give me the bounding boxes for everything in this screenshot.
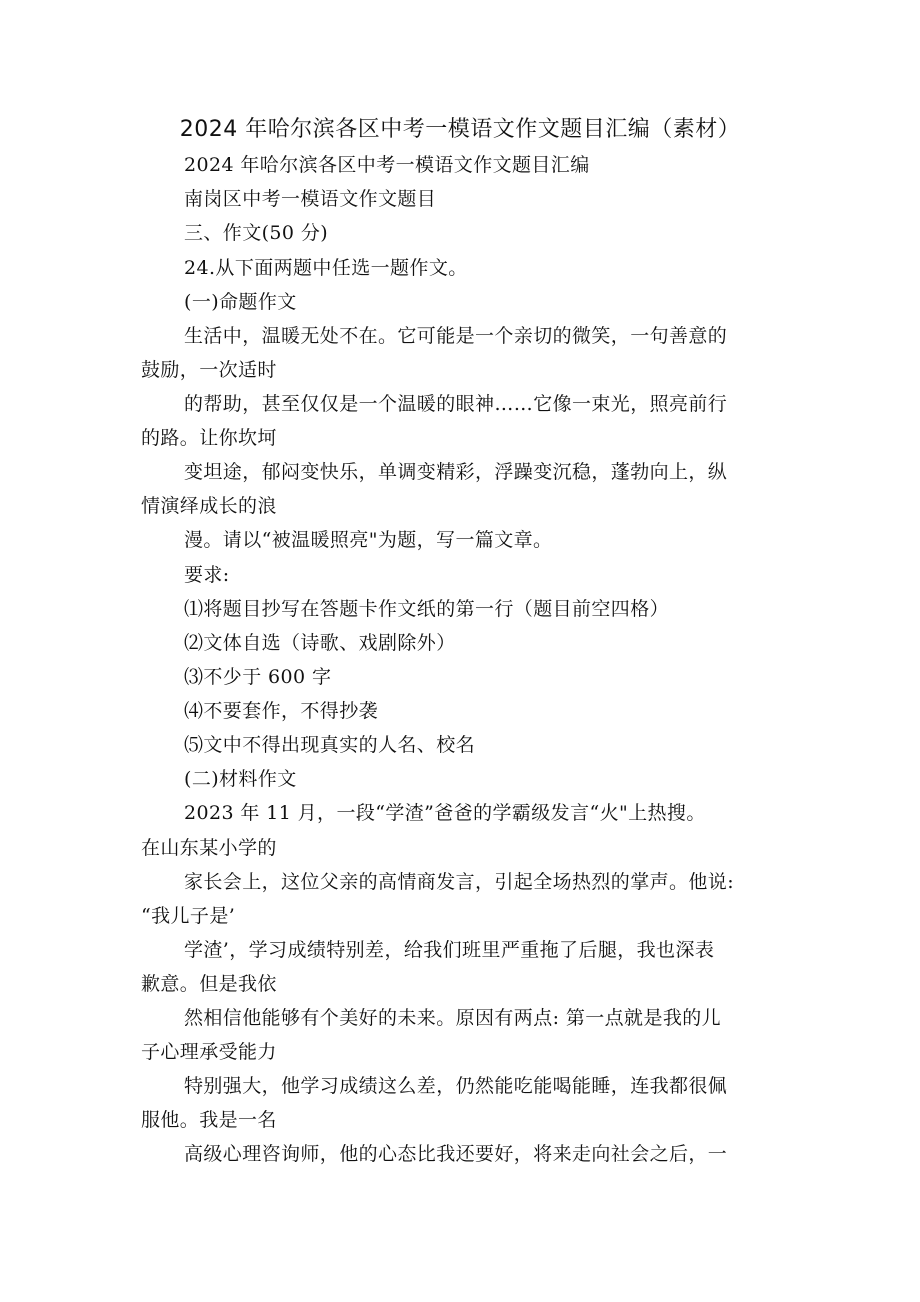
text-line: 24.从下面两题中任选一题作文。	[184, 257, 468, 279]
text-line: 歉意。但是我依	[141, 973, 277, 995]
text-line: (二)材料作文	[184, 768, 297, 790]
text-line: 特别强大，他学习成绩这么差，仍然能吃能喝能睡，连我都很佩	[184, 1075, 728, 1097]
text-line: “我儿子是’	[141, 905, 236, 927]
text-line: 在山东某小学的	[141, 837, 277, 859]
text-line: 2024 年哈尔滨各区中考一模语文作文题目汇编	[184, 154, 590, 176]
text-line: 高级心理咨询师，他的心态比我还要好，将来走向社会之后，一	[184, 1143, 728, 1165]
text-line: ⑷不要套作，不得抄袭	[184, 700, 379, 722]
text-line: 学渣’，学习成绩特别差，给我们班里严重拖了后腿，我也深表	[184, 939, 715, 961]
text-line: 情演绎成长的浪	[141, 495, 277, 517]
text-line: 生活中，温暖无处不在。它可能是一个亲切的微笑，一句善意的	[184, 325, 728, 347]
document-title: 2024 年哈尔滨各区中考一模语文作文题目汇编（素材）	[179, 117, 741, 142]
text-line: 然相信他能够有个美好的未来。原因有两点: 第一点就是我的儿	[184, 1007, 722, 1029]
text-line: 要求:	[184, 564, 230, 586]
text-line: 的帮助，甚至仅仅是一个温暖的眼神……它像一束光，照亮前行	[184, 393, 728, 415]
text-line: 的路。让你坎坷	[141, 427, 277, 449]
text-line: ⑵文体自选（诗歌、戏剧除外）	[184, 632, 456, 654]
text-line: ⑶不少于 600 字	[184, 666, 332, 688]
text-line: 漫。请以“被温暖照亮"为题，写一篇文章。	[184, 529, 553, 551]
text-line: 南岗区中考一模语文作文题目	[184, 188, 437, 210]
text-line: 2023 年 11 月，一段“学渣”爸爸的学霸级发言“火"上热搜。	[184, 802, 706, 824]
text-line: 鼓励，一次适时	[141, 359, 277, 381]
text-line: 家长会上，这位父亲的高情商发言，引起全场热烈的掌声。他说:	[184, 871, 735, 893]
text-line: ⑴将题目抄写在答题卡作文纸的第一行（题目前空四格）	[184, 598, 670, 620]
text-line: ⑸文中不得出现真实的人名、校名	[184, 734, 476, 756]
text-line: (一)命题作文	[184, 291, 297, 313]
text-line: 服他。我是一名	[141, 1109, 277, 1131]
text-line: 三、作文(50 分)	[184, 222, 329, 244]
text-line: 变坦途，郁闷变快乐，单调变精彩，浮躁变沉稳，蓬勃向上，纵	[184, 461, 728, 483]
text-line: 子心理承受能力	[141, 1041, 277, 1063]
